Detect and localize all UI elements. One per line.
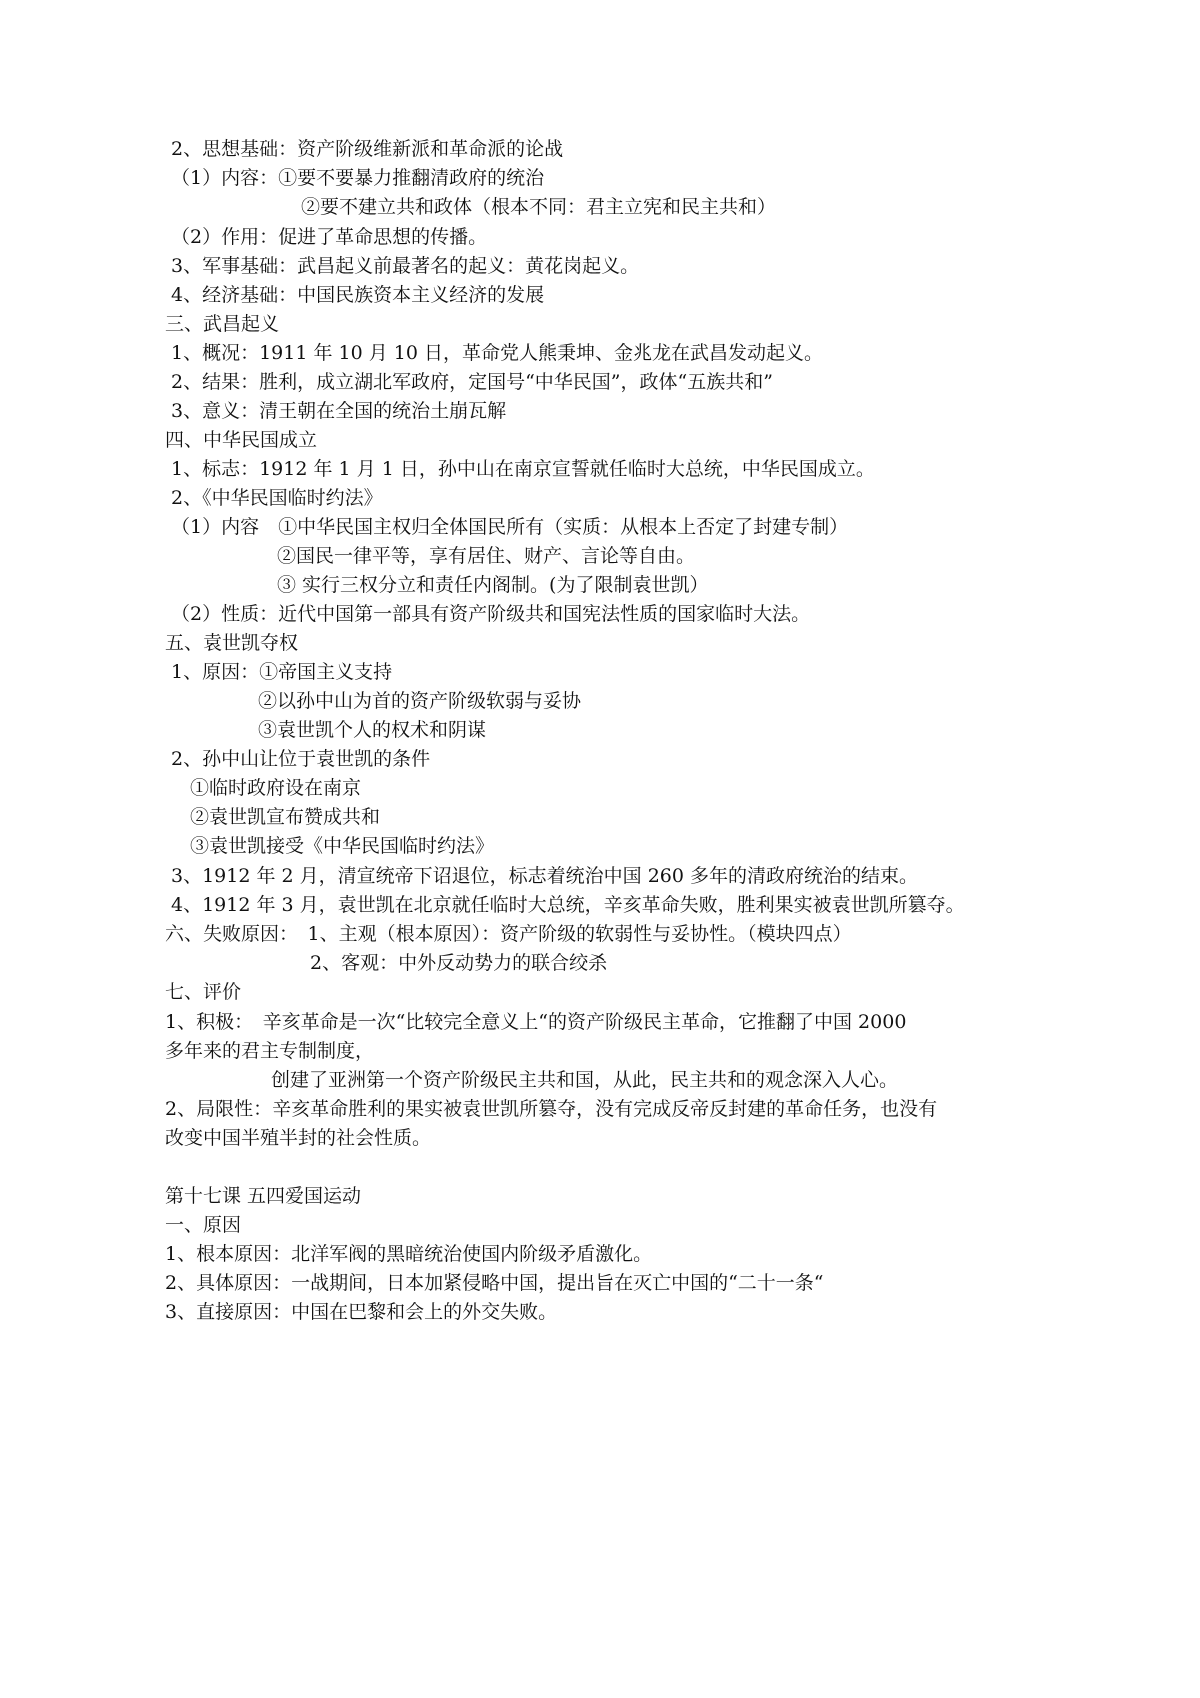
text-line: 3、直接原因：中国在巴黎和会上的外交失败。 xyxy=(165,1301,558,1323)
text-line: 2、具体原因：一战期间，日本加紧侵略中国，提出旨在灭亡中国的“二十一条“ xyxy=(165,1272,824,1294)
text-line: 1、标志：1912 年 1 月 1 日，孙中山在南京宣誓就任临时大总统，中华民国成立。 xyxy=(171,458,875,480)
text-line: 1、根本原因：北洋军阀的黑暗统治使国内阶级矛盾激化。 xyxy=(165,1243,653,1265)
text-line: 4、1912 年 3 月，袁世凯在北京就任临时大总统，辛亥革命失败，胜利果实被袁世凯所篡夺。 xyxy=(171,894,965,916)
section-heading: 三、武昌起义 xyxy=(165,313,280,335)
text-line: 改变中国半殖半封的社会性质。 xyxy=(165,1127,432,1149)
text-line: 2、结果：胜利，成立湖北军政府，定国号“中华民国”，政体“五族共和” xyxy=(171,371,773,393)
text-line: 1、原因：①帝国主义支持 xyxy=(171,661,393,683)
text-line: ③ 实行三权分立和责任内阁制。(为了限制袁世凯） xyxy=(277,574,709,596)
text-line: ③袁世凯接受《中华民国临时约法》 xyxy=(190,835,495,857)
text-line: ③袁世凯个人的权术和阴谋 xyxy=(258,719,487,741)
text-line: 2、思想基础：资产阶级维新派和革命派的论战 xyxy=(171,138,564,160)
text-line: 2、客观：中外反动势力的联合绞杀 xyxy=(310,952,608,974)
section-heading: 四、中华民国成立 xyxy=(165,429,318,451)
text-line: 1、概况：1911 年 10 月 10 日，革命党人熊秉坤、金兆龙在武昌发动起义。 xyxy=(171,342,823,364)
text-line: 多年来的君主专制制度， xyxy=(165,1040,375,1062)
text-line: 3、1912 年 2 月，清宣统帝下诏退位，标志着统治中国 260 多年的清政府统治的结束。 xyxy=(171,865,918,887)
text-line: 4、经济基础：中国民族资本主义经济的发展 xyxy=(171,284,545,306)
text-line: 2、孙中山让位于袁世凯的条件 xyxy=(171,748,431,770)
section-heading: 一、原因 xyxy=(165,1214,242,1236)
text-line: （1）内容 ①中华民国主权归全体国民所有（实质：从根本上否定了封建专制） xyxy=(171,516,849,538)
text-line: ②国民一律平等，享有居住、财产、言论等自由。 xyxy=(277,545,696,567)
text-line: 2、局限性：辛亥革命胜利的果实被袁世凯所篡夺，没有完成反帝反封建的革命任务，也没有 xyxy=(165,1098,938,1120)
text-line: 1、积极： 辛亥革命是一次“比较完全意义上“的资产阶级民主革命，它推翻了中国 2000 xyxy=(165,1011,907,1033)
text-line: （2）性质：近代中国第一部具有资产阶级共和国宪法性质的国家临时大法。 xyxy=(171,603,811,625)
text-line: （2）作用：促进了革命思想的传播。 xyxy=(171,226,488,248)
section-heading: 五、袁世凯夺权 xyxy=(165,632,299,654)
text-line: 2、《中华民国临时约法》 xyxy=(171,487,383,509)
text-line: 创建了亚洲第一个资产阶级民主共和国，从此，民主共和的观念深入人心。 xyxy=(271,1069,899,1091)
text-line: 3、意义：清王朝在全国的统治土崩瓦解 xyxy=(171,400,507,422)
text-line: ②要不建立共和政体（根本不同：君主立宪和民主共和） xyxy=(301,196,777,218)
text-line: ②以孙中山为首的资产阶级软弱与妥协 xyxy=(258,690,582,712)
lesson-title: 第十七课 五四爱国运动 xyxy=(165,1185,362,1207)
text-line: ②袁世凯宣布赞成共和 xyxy=(190,806,381,828)
text-line: ①临时政府设在南京 xyxy=(190,777,362,799)
section-heading: 七、评价 xyxy=(165,981,242,1003)
text-line: （1）内容：①要不要暴力推翻清政府的统治 xyxy=(171,167,545,189)
section-heading: 六、失败原因： 1、主观（根本原因）：资产阶级的软弱性与妥协性。（模块四点） xyxy=(165,923,852,945)
text-line: 3、军事基础：武昌起义前最著名的起义：黄花岗起义。 xyxy=(171,255,640,277)
